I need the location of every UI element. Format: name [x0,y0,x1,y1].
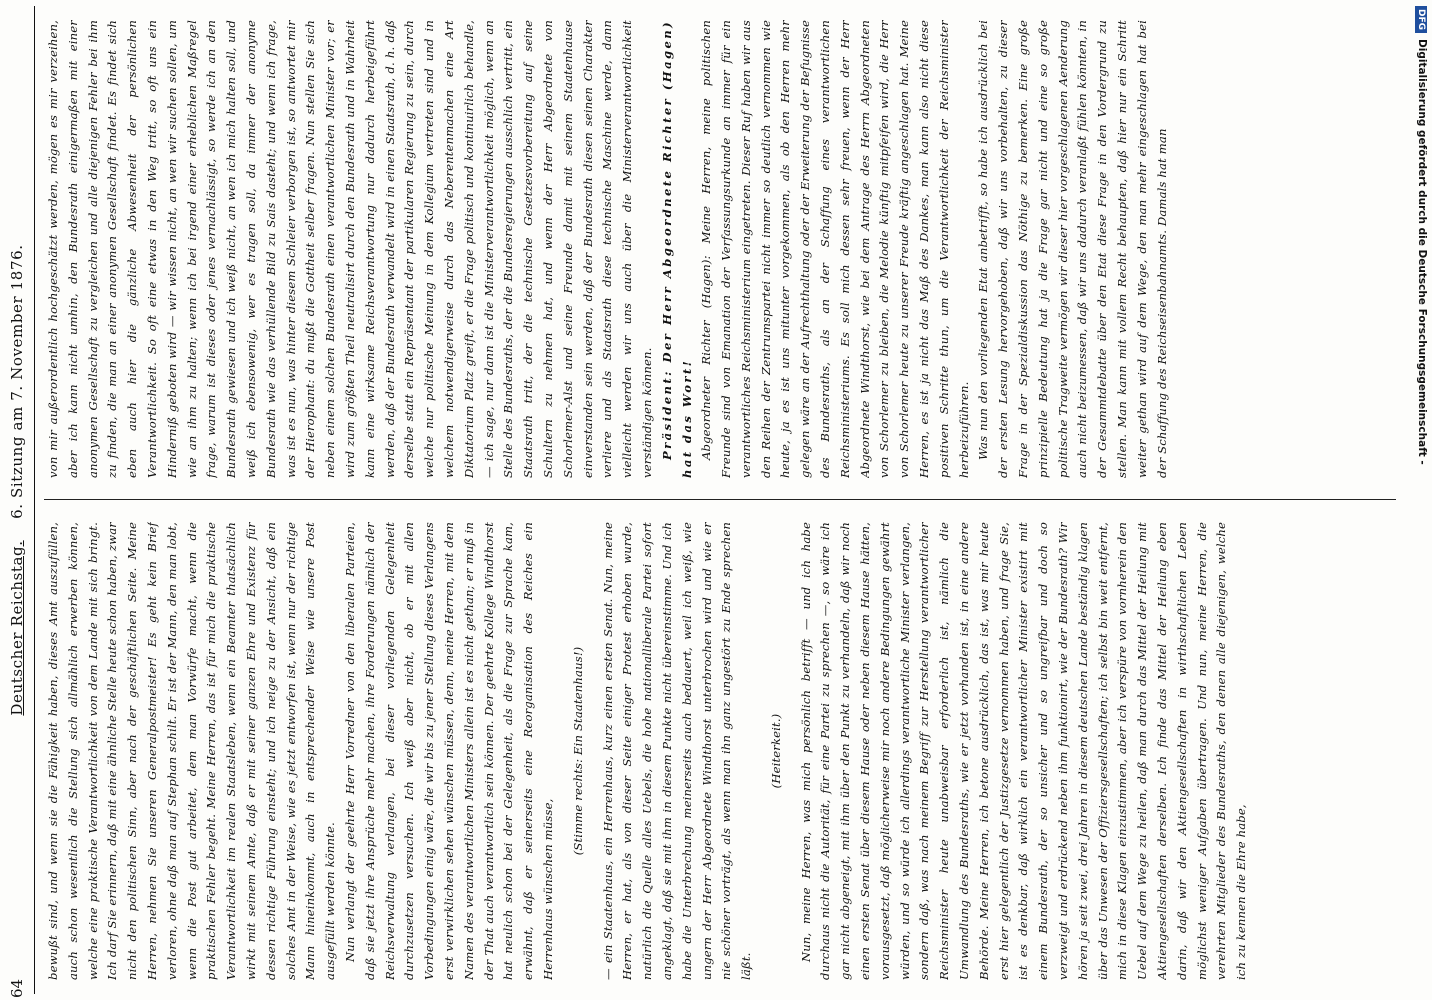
header-rule [34,6,35,994]
running-head-session: 6. Sitzung am 7. November 1876. [8,244,26,519]
right-paragraph: Abgeordneter Richter (Hagen): Meine Herren, meine politischen Freunde sind von Emanation der Verfassungsurkunde an immer für ein verantwortliches Reichsministerium eingetreten. Dieser Ruf haben wir aus den Reihen der Zentrumspartei nicht immer so deutlich vernommen wie heute, ja es ist uns mitunter vorgekommen, als ob den Herren mehr gelegen wäre an der Aufrechthaltung oder der Erweiterung der Befugnisse des Bundesraths, als an der Schaffung eines verantwortlichen Reichsministeriums. Es soll mich dessen sehr freuen, wenn der Herr Abgeordnete Windthorst, wie bei dem Antrage des Herrn Abgeordneten von Schorlemer zu bleiben, die Melodie künftig mitpfeifen wird, die Herr von Schorlemer heute zu unserer Freude kräftig angeschlagen hat. Meine Herren, es ist ja nicht das Maß des Dankes, man kann also nicht diese positiven Schritte thun, um die Verantwortlichkeit der Reichsminister herbeizuführen. [699,20,971,478]
left-interjection: (Heiterkeit.) [768,713,783,789]
left-paragraph: Nun verlangt der geehrte Herr Vorredner von den liberalen Parteien, daß sie jetzt ihre Ansprüche mehr machen, ihre Forderungen nämlich der Reichsverwaltung verlangen, bei dieser vorliegenden Gelegenheit durchzusetzen versuchen. Ich weiß aber nicht, ob er mit allen Vorbedingungen einig wäre, die wir bis zu jener Stellung dieses Verlangens erst verwirklichen sehen wünschen müssen, denn, meine Herren, mit dem Namen des verantwortlichen Ministers allein ist es nicht gethan; er muß in der That auch verantwortlich sein können. Der geehrte Kollege Windthorst hat neulich schon bei der Gelegenheit, als die Frage zur Sprache kam, erwähnt, daß er seinerseits eine Reorganisation des Reiches ein Herrenhaus wünschen müsse, [342,522,555,980]
left-paragraph: bewußt sind, und wenn sie die Fähigkeit haben, dieses Amt auszufüllen, auch schon wesentlich die Stellung sich allmählich erwerben können, welche eine praktische Verantwortlichkeit von dem Lande mit sich bringt. Ich darf Sie erinnern, daß mit eine ähnliche Stelle heute schon haben, zwar nicht den politischen Sinn, aber nach der geschäftlichen Seite. Meine Herren, nehmen Sie unseren Generalpostmeister! Es geht kein Brief verloren, ohne daß man auf Stephan schilt. Er ist der Mann, den man lobt, wenn die Post gut arbeitet, dem man Vorwürfe macht, wenn die praktischen Fehler begeht. Meine Herren, das ist für mich die praktische Verantwortlichkeit im realen Staatsleben, wenn ein Beamter thatsächlich wirkt mit seinem Amte, daß er mit seiner ganzen Ehre und Existenz für dessen richtige Führung einsteht; und ich neige zu der Ansicht, daß ein solches Amt in der Weise, wie es jetzt entworfen ist, wenn nur der richtige Mann hineinkommt, auch in entsprechender Weise wie unsere Post ausgefüllt werden könnte. [46,522,338,980]
column-divider [44,499,1396,500]
left-interjection: (Stimme rechts: Ein Staatenhaus!) [570,646,585,856]
page-number: 64 [8,978,26,998]
right-column [44,20,1396,478]
president-line: Präsident: Der Herr Abgeordnete Richter (Hagen) hat das Wort! [659,20,694,478]
digitization-credit-text: Digitalisierung gefördert durch die Deutsche Forschungsgemeinschaft - [1416,39,1428,465]
digitization-credit [1410,6,1428,606]
dfg-logo: DFG [1415,6,1427,33]
page-header [0,0,40,1000]
digitization-credit-strip [1410,0,1432,1000]
left-paragraph: Nun, meine Herren, was mich persönlich betrifft — und ich habe durchaus nicht die Autorität, für eine Partei zu sprechen —, so wäre ich gar nicht abgeneigt, mit ihm über den Punkt zu verhandeln, daß wir noch einen ersten Senat über diesem Hause oder neben diesem Hause hätten, vorausgesetzt, daß möglicherweise mir noch andere Bedingungen gewährt würden, und so würde ich allerdings verantwortliche Minister verlangen, sondern daß, was nach meinem Begriff zur Herstellung verantwortlicher Reichsminister heute unabweisbar erforderlich ist, nämlich die Umwandlung des Bundesraths, wie er jetzt vorhanden ist, in eine andere Behörde. Meine Herren, ich betone ausdrücklich, das ist, was mir heute erst hier gelegentlich der Justizgesetze vernommen haben, und frage Sie, ist es denkbar, daß wirklich ein verantwortlicher Minister existirt mit einem Bundesrath, der so unsicher und so ungreifbar und doch so verzweigt und erdrückend neben ihm funktionirt, wie der Bundesrath? Wir hören ja seit zwei, drei Jahren in diesem deutschen Lande beständig klagen über das Unwesen der Offiziersgesellschaften; ich selbst bin weit entfernt, mich in diese Klagen einzustimmen, aber ich verspüre von vornherein den Uebel auf dem Wege zu heilen, daß man durch das Mittel der Heilung mit Aktiengesellschaften derselben. Ich finde das Mittel der Heilung eben darin, daß wir den Aktiengesellschaften in wirthschaftlichen Leben möglichst weniger Aufgaben übertragen. Und nun, meine Herren, die verehrten Mitglieder des Bundesraths, den denen alle diejenigen, welche ich zu kennen die Ehre habe, [798,522,1249,980]
right-paragraph: Was nun den vorliegenden Etat anbetrifft, so habe ich ausdrücklich bei der ersten Lesung hervorgehoben, daß wir uns vorbehalten, zu dieser Frage in der Spezialdiskussion das Nöthige zu bemerken. Eine große prinzipielle Bedeutung hat ja die Frage gar nicht und eine so große politische Tragweite vermögen wir dieser hier vorgeschlagenen Aenderung auch nicht beizumessen, daß wir uns dadurch veranlaßt fühlen könnten, in der Gesammtdebatte über den Etat diese Frage in den Vordergrund zu stellen. Man kann mit vollem Recht behaupten, daß hier nur ein Schritt weiter gethan wird auf dem Wege, den man mehr eingeschlagen hat bei der Schaffung des Reichseisenbahnamts. Damals hat man [976,20,1169,478]
right-paragraph: von mir außerordentlich hochgeschätzt werden, mögen es mir verzeihen, aber ich kann nicht umhin, den Bundesrath einigermaßen mit einer anonymen Gesellschaft zu vergleichen und alle diejenigen Fehler bei ihm zu finden, die man an einer anonymen Gesellschaft findet. Es findet sich eben auch hier die gänzliche Abwesenheit der persönlichen Verantwortlichkeit. So oft eine etwas in den Weg tritt, so oft uns ein Hinderniß geboten wird — wir wissen nicht, an wen wir suchen sollen, um wie an ihm zu halten; wenn ich bei irgend einer erheblichen Maßregel frage, warum ist dieses oder jenes vernachlässigt, so werde ich an den Bundesrath gewiesen und ich weiß nicht, an wen ich mich halten soll, und weiß ich ebensowenig, wer es tragen soll, da immer der anonyme Bundesrath wie das verhüllende Bild zu Sais dasteht; und wenn ich frage, was ist es nun, was hinter diesem Schleier verborgen ist, so antwortet mir der Hierophant: du mußt die Gottheit selber fragen. Nun stellen Sie sich neben einem solchen Bundesrath einen verantwortlichen Minister vor; er wird zum größten Theil neutralisirt durch den Bundesrath und in Wahrheit kann eine wirksame Reichsverantwortung nur dadurch herbeigeführt werden, daß der Bundesrath verwandelt wird in einen Staatsrath, d. h. daß derselbe statt ein Repräsentant der partikularen Regierung zu sein, durch welche nur politische Meinung in dem Kollegium vertreten sind und in welchem notwendigerweise durch das Neberentenmachen eine Art Diktatorium Platz greift, er die Frage politisch und kontinuirlich behandle, — ich sage, nur dann ist die Ministerverantwortlichkeit möglich, wenn an Stelle des Bundesraths, der die Bundesregierungen ausschlich vertritt, ein Staatsrath tritt, der die technische Gesetzesvorbereitung auf seine Schultern zu nehmen hat, und wenn der Herr Abgeordnete von Schorlemer-Alst und seine Freunde damit mit seinem Staatenhause einverstanden sein werden, daß der Bundesrath diesen seinen Charakter verliere und als Staatsrath diese technische Maschine werde, dann vielleicht werden wir uns auch über die Ministerverantwortlichkeit verständigen können. [46,20,654,478]
left-paragraph: — ein Staatenhaus, ein Herrenhaus, kurz einen ersten Senat. Nun, meine Herren, er hat, als von dieser Seite einiger Protest erhoben wurde, natürlich die Quelle alles Uebels, die hohe nationalliberale Partei sofort angeklagt, daß sie mit ihm in diesem Punkte nicht übereinstimme. Und ich habe die Unterbrechung meinerseits auch bedauert, weil ich weiß, wie ungern der Herr Abgeordnete Windthorst unterbrochen wird und wie er nie schöner vorträgt, als wenn man ihn ganz ungestört zu Ende sprechen läßt. [600,522,754,980]
running-head-title: Deutscher Reichstag. [8,540,26,716]
left-column [44,522,1396,980]
running-head [8,0,26,960]
